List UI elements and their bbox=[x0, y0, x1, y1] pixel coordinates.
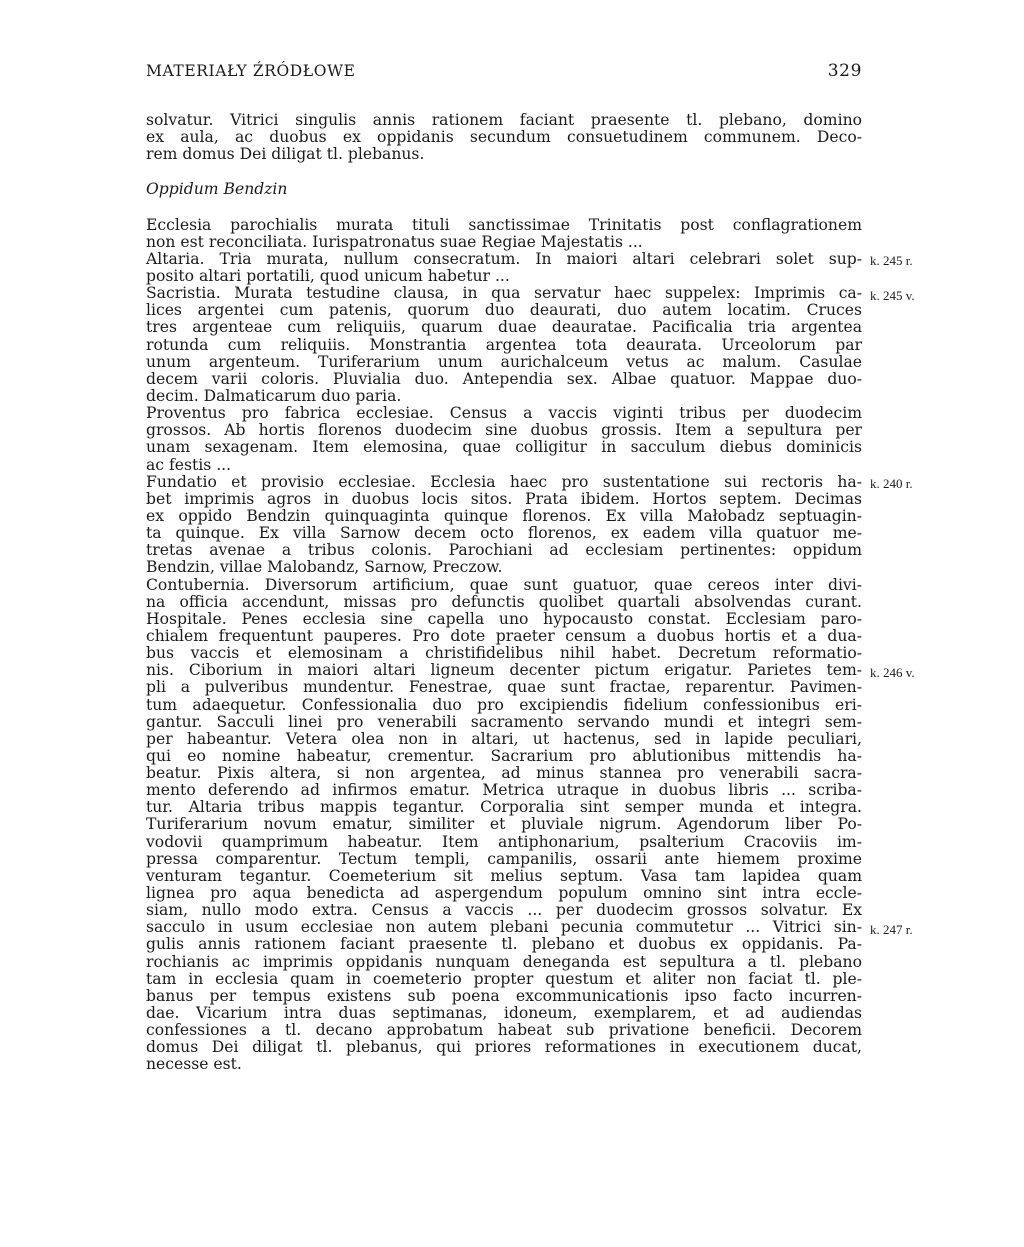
folio-reference: k. 247 r. bbox=[870, 922, 913, 938]
body-line: non est reconciliata. Iurispatronatus suae Regiae Majestatis ... bbox=[146, 232, 643, 251]
folio-reference: k. 240 r. bbox=[870, 476, 913, 492]
body-line: tretas avenae a tribus colonis. Parochiani ad ecclesiam pertinentes: oppidum bbox=[146, 541, 862, 560]
running-title: MATERIAŁY ŹRÓDŁOWE bbox=[146, 62, 356, 80]
body-line: tur. Altaria tribus mappis tegantur. Corporalia sint semper munda et integra. bbox=[146, 798, 862, 817]
body-line: grossos. Ab hortis florenos duodecim sine duobus grossis. Item a sepultura per bbox=[146, 421, 862, 440]
body-line: tum adaequetur. Confessionalia duo pro excipiendis fidelium confessionibus eri- bbox=[146, 695, 862, 714]
body-line: necesse est. bbox=[146, 1055, 242, 1074]
body-line: lices argentei cum patenis, quorum duo deaurati, duo autem locatim. Cruces bbox=[146, 301, 862, 320]
body-line: Altaria. Tria murata, nullum consecratum. In maiori altari celebrari solet sup- bbox=[146, 249, 862, 268]
body-line: confessiones a tl. decano approbatum habeat sub privatione beneficii. Decorem bbox=[146, 1021, 862, 1040]
folio-reference: k. 245 r. bbox=[870, 253, 913, 269]
body-line: tam in ecclesia quam in coemeterio propter questum et aliter non faciat tl. ple- bbox=[146, 969, 862, 988]
body-line: Fundatio et provisio ecclesiae. Ecclesia haec pro sustentatione sui rectoris ha- bbox=[146, 472, 862, 491]
body-line: beatur. Pixis altera, si non argentea, ad minus stannea pro venerabili sacra- bbox=[146, 764, 862, 783]
body-line: Proventus pro fabrica ecclesiae. Census a vaccis viginti tribus per duodecim bbox=[146, 404, 862, 423]
body-line: vodovii quamprimum habeatur. Item antiphonarium, psalterium Cracoviis im- bbox=[146, 832, 862, 851]
body-line: rochianis ac imprimis oppidanis nunquam deneganda est sepultura a tl. plebano bbox=[146, 952, 862, 971]
body-line: Contubernia. Diversorum artificium, quae sunt guatuor, quae cereos inter divi- bbox=[146, 575, 862, 594]
page-number: 329 bbox=[827, 61, 862, 81]
folio-reference: k. 245 v. bbox=[870, 287, 915, 303]
body-line: per habeantur. Vetera olea non in altari, ut hactenus, sed in lapide peculiari, bbox=[146, 729, 862, 748]
body-line: gulis annis rationem faciant praesente tl. plebano et duobus ex oppidanis. Pa- bbox=[146, 935, 862, 954]
body-line: Bendzin, villae Malobandz, Sarnow, Preczow. bbox=[146, 558, 503, 577]
body-line: decim. Dalmaticarum duo paria. bbox=[146, 386, 402, 405]
body-line: Sacristia. Murata testudine clausa, in qua servatur haec suppelex: Imprimis ca- bbox=[146, 284, 862, 303]
body-line: banus per tempus existens sub poena excommunicationis ipso facto incurren- bbox=[146, 986, 862, 1005]
body-line: siam, nullo modo extra. Census a vaccis ... per duodecim grossos solvatur. Ex bbox=[146, 901, 862, 920]
body-text bbox=[146, 217, 862, 1074]
section-heading: Oppidum Bendzin bbox=[146, 180, 288, 199]
body-line: nis. Ciborium in maiori altari ligneum decenter pictum erigatur. Parietes tem- bbox=[146, 661, 862, 680]
body-line: unum argenteum. Turiferarium unum aurichalceum vetus ac malum. Casulae bbox=[146, 352, 862, 371]
body-line: chialem frequentunt pauperes. Pro dote praeter censum a duobus hortis et a dua- bbox=[146, 626, 862, 645]
body-line: ex oppido Bendzin quinquaginta quinque florenos. Ex villa Małobadz septuagin- bbox=[146, 506, 862, 525]
body-line: pli a pulveribus mundentur. Fenestrae, quae sunt fractae, reparentur. Pavimen- bbox=[146, 678, 862, 697]
body-line: ta quinque. Ex villa Sarnow decem octo florenos, ex eadem villa quatuor me- bbox=[146, 524, 862, 543]
intro-line: ex aula, ac duobus ex oppidanis secundum consuetudinem communem. Deco- bbox=[146, 128, 862, 147]
body-line: qui eo nomine habeatur, crementur. Sacrarium pro ablutionibus mittendis ha- bbox=[146, 746, 862, 765]
body-line: rotunda cum reliquiis. Monstrantia argentea tota deaurata. Urceolorum par bbox=[146, 335, 862, 354]
body-line: lignea pro aqua benedicta ad aspergendum populum omnino sint intra eccle- bbox=[146, 884, 862, 903]
body-line: bus vaccis et elemosinam a christifidelibus nihil habet. Decretum reformatio- bbox=[146, 644, 862, 663]
body-line: tres argenteae cum reliquiis, quarum duae deauratae. Pacificalia tria argentea bbox=[146, 318, 862, 337]
intro-line: rem domus Dei diligat tl. plebanus. bbox=[146, 145, 425, 164]
body-line: domus Dei diligat tl. plebanus, qui priores reformationes in executionem ducat, bbox=[146, 1038, 862, 1057]
body-line: Ecclesia parochialis murata tituli sanctissimae Trinitatis post conflagrationem bbox=[146, 215, 862, 234]
body-line: dae. Vicarium intra duas septimanas, idoneum, exemplarem, et ad audiendas bbox=[146, 1004, 862, 1023]
body-line: unam sexagenam. Item elemosina, quae colligitur in sacculum diebus dominicis bbox=[146, 438, 862, 457]
body-line: sacculo in usum ecclesiae non autem plebani pecunia commutetur ... Vitrici sin- bbox=[146, 918, 862, 937]
body-line: venturam tegantur. Coemeterium sit melius septum. Vasa tam lapidea quam bbox=[146, 866, 862, 885]
body-line: pressa comparentur. Tectum templi, campanilis, ossarii ante hiemem proxime bbox=[146, 849, 862, 868]
running-head bbox=[146, 62, 862, 86]
body-line: Turiferarium novum ematur, similiter et pluviale nigrum. Agendorum liber Po- bbox=[146, 815, 862, 834]
intro-line: solvatur. Vitrici singulis annis rationem faciant praesente tl. plebano, domino bbox=[146, 111, 862, 129]
body-line: mento deferendo ad infirmos ematur. Metrica utraque in duobus libris ... scriba- bbox=[146, 781, 862, 800]
body-line: bet imprimis agros in duobus locis sitos. Prata ibidem. Hortos septem. Decimas bbox=[146, 489, 862, 508]
body-line: ac festis ... bbox=[146, 455, 232, 474]
body-line: posito altari portatili, quod unicum habetur ... bbox=[146, 266, 510, 285]
intro-paragraph bbox=[146, 112, 862, 163]
body-line: decem varii coloris. Pluvialia duo. Antependia sex. Albae quatuor. Mappae duo- bbox=[146, 369, 862, 388]
body-line: gantur. Sacculi linei pro venerabili sacramento servando mundi et integri sem- bbox=[146, 712, 862, 731]
main-text bbox=[146, 112, 862, 1074]
folio-reference: k. 246 v. bbox=[870, 664, 915, 680]
body-line: Hospitale. Penes ecclesia sine capella uno hypocausto constat. Ecclesiam paro- bbox=[146, 609, 862, 628]
body-line: na officia accendunt, missas pro defunctis quolibet quartali absolvendas curant. bbox=[146, 592, 862, 611]
